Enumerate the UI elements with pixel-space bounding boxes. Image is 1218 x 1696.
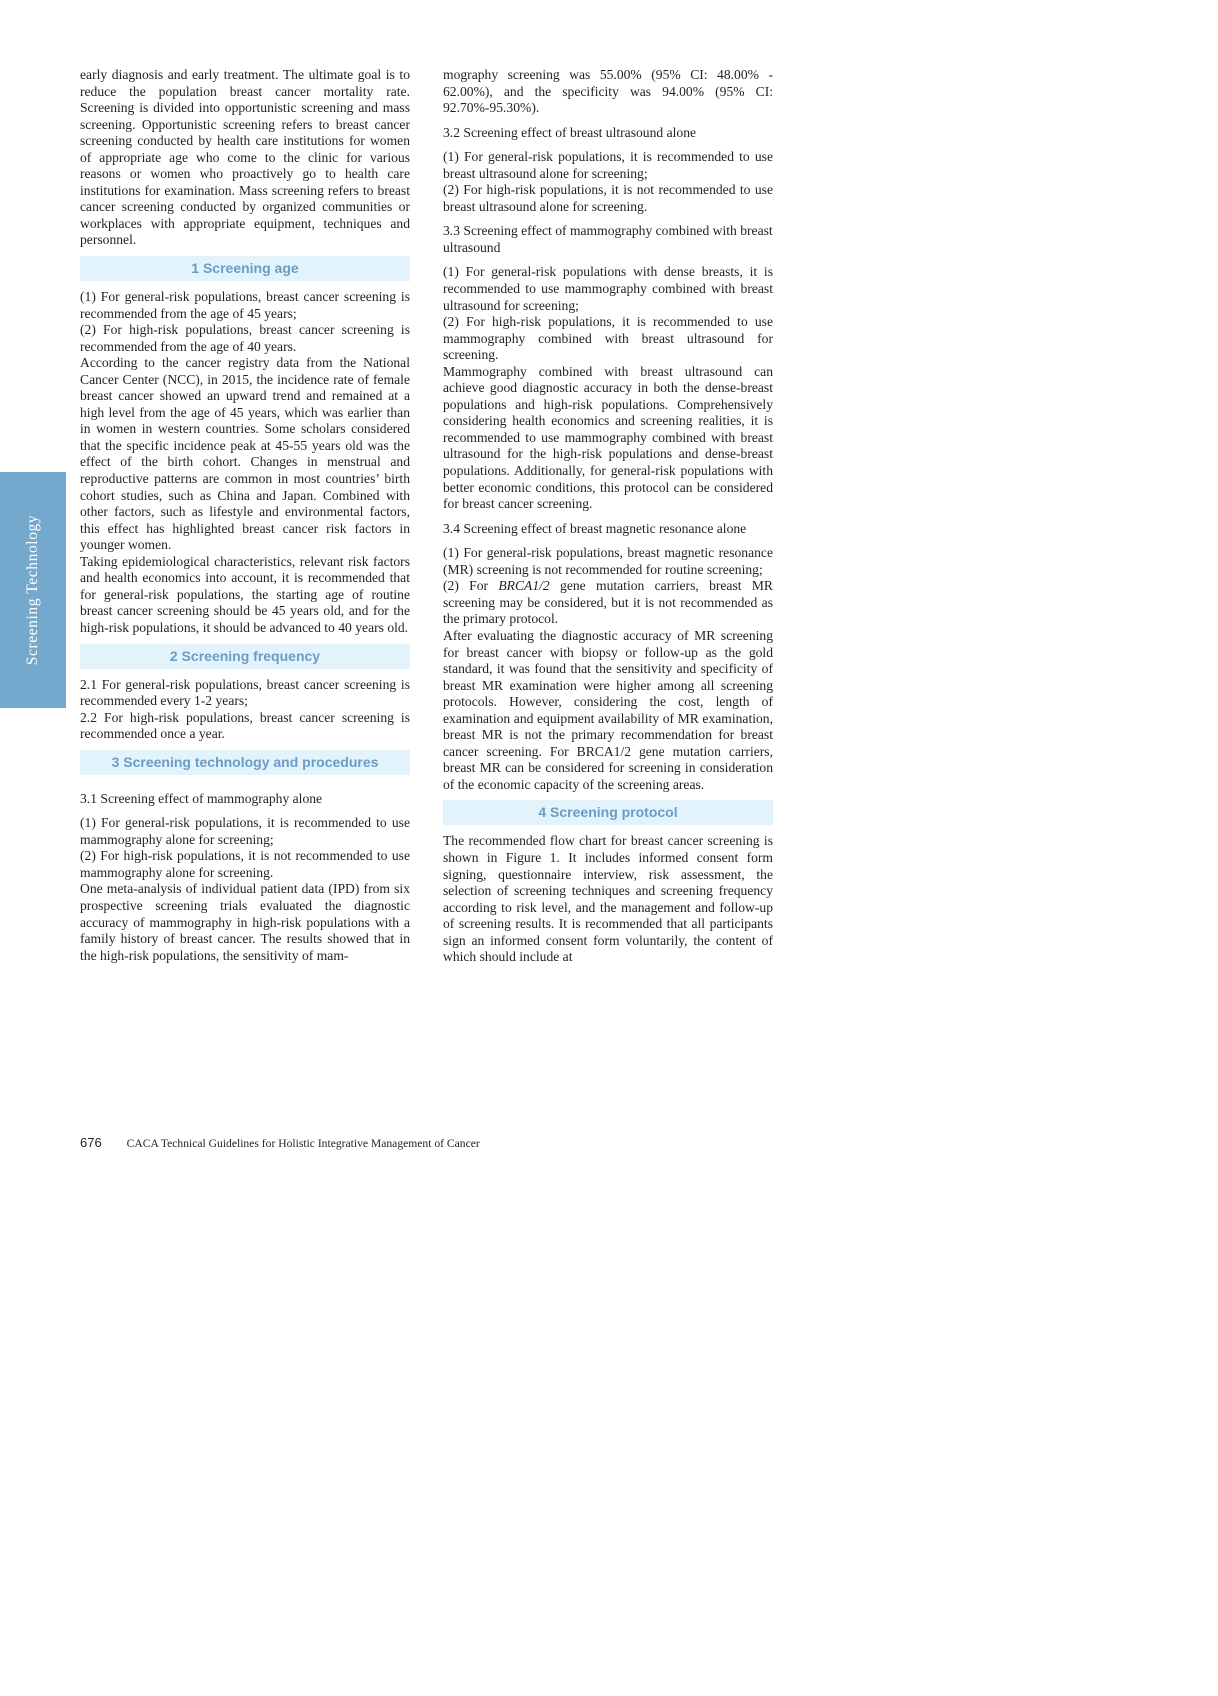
paragraph: [443, 578, 773, 628]
text-run: gene mutation carriers, breast MR screening may be considered, but it is not recommended as the primary protocol.: [443, 578, 773, 627]
paragraph: After evaluating the diagnostic accuracy of MR screening for breast cancer with biopsy or follow-up as the gold standard, it was found that the sensitivity and specificity of breast MR examination were higher among all screening protocols. However, considering the cost, length of examination and equipment availability of MR examination, breast MR is not the primary recommendation for breast cancer screening. For BRCA1/2 gene mutation carriers, breast MR can be considered for screening in consideration of the economic capacity of the screening areas.: [443, 627, 773, 792]
paragraph: Mammography combined with breast ultrasound can achieve good diagnostic accuracy in both the dense-breast populations and high-risk populations. Comprehensively considering health economics and screening realities, it is recommended to use mammography combined with breast ultrasound for the high-risk populations and dense-breast populations. Additionally, for general-risk populations with better economic conditions, this protocol can be considered for breast cancer screening.: [443, 363, 773, 512]
paragraph: The recommended flow chart for breast cancer screening is shown in Figure 1. It includes informed consent form signing, questionnaire interview, risk assessment, the selection of screening techniques and screening frequency according to risk level, and the management and follow-up of screening results. It is recommended that all participants sign an informed consent form voluntarily, the content of which should include at: [443, 833, 773, 965]
section-heading-screening-frequency: 2 Screening frequency: [80, 644, 410, 669]
subsection-heading: 3.1 Screening effect of mammography alone: [80, 790, 323, 806]
paragraph: mography screening was 55.00% (95% CI: 48.00% - 62.00%), and the specificity was 94.00% (95% CI: 92.70%-95.30%).: [443, 67, 773, 116]
paragraph: (2) For high-risk populations, breast cancer screening is recommended from the age of 40 years.: [80, 322, 410, 354]
paragraph: (2) For high-risk populations, it is not recommended to use breast ultrasound alone for screening.: [443, 182, 773, 214]
gene-name: BRCA1/2: [498, 578, 550, 594]
section-heading-screening-technology: 3 Screening technology and procedures: [80, 750, 410, 775]
paragraph: (1) For general-risk populations, it is recommended to use mammography alone for screening;: [80, 815, 410, 847]
paragraph: Taking epidemiological characteristics, relevant risk factors and health economics into account, it is recommended that for general-risk populations, the starting age of routine breast cancer screening should be 45 years old, and for the high-risk populations, it should be advanced to 40 years old.: [80, 553, 410, 635]
paragraph: (1) For general-risk populations, breast cancer screening is recommended from the age of 45 years;: [80, 289, 410, 321]
section-heading-screening-age: 1 Screening age: [80, 256, 410, 281]
page-footer: [80, 1135, 480, 1150]
text-run: (2) For: [443, 578, 499, 594]
paragraph: (1) For general-risk populations, it is recommended to use breast ultrasound alone for screening;: [443, 149, 773, 181]
paragraph: (1) For general-risk populations, breast magnetic resonance (MR) screening is not recommended for routine screening;: [443, 545, 773, 577]
paragraph: (1) For general-risk populations with dense breasts, it is recommended to use mammography combined with breast ultrasound for screening;: [443, 264, 773, 313]
side-tab-label: Screening Technology: [24, 514, 41, 666]
paragraph: (2) For high-risk populations, it is not recommended to use mammography alone for screening.: [80, 848, 410, 880]
subsection-heading: 3.4 Screening effect of breast magnetic resonance alone: [443, 520, 747, 536]
paragraph: (2) For high-risk populations, it is recommended to use mammography combined with breast ultrasound for screening.: [443, 314, 773, 363]
side-section-tab: [0, 472, 66, 708]
paragraph: According to the cancer registry data from the National Cancer Center (NCC), in 2015, the incidence rate of female breast cancer showed an upward trend and remained at a high level from the age of 45 years, which was earlier than in women in western countries. Some scholars considered that the specific incidence peak at 45-55 years old was the effect of the birth cohort. Changes in menstrual and reproductive patterns are common in most countries’ birth cohort studies, such as China and Japan. Combined with other factors, such as lifestyle and environmental factors, this effect has highlighted breast cancer risk factors in younger women.: [80, 355, 410, 553]
page-number: 676: [80, 1135, 102, 1150]
paragraph: One meta-analysis of individual patient data (IPD) from six prospective screening trials evaluated the diagnostic accuracy of mammography in high-risk populations with a family history of breast cancer. The results showed that in the high-risk populations, the sensitivity of mam-: [80, 881, 410, 963]
right-column: [443, 67, 773, 966]
paragraph: early diagnosis and early treatment. The ultimate goal is to reduce the population breast cancer mortality rate. Screening is divided into opportunistic screening and mass screening. Opportunistic screening refers to breast cancer screening conducted by health care institutions for women of appropriate age who come to the clinic for various reasons or women who proactively go to health care institutions for examination. Mass screening refers to breast cancer screening conducted by organized communities or workplaces with appropriate equipment, techniques and personnel.: [80, 67, 410, 248]
journal-title: CACA Technical Guidelines for Holistic Integrative Management of Cancer: [126, 1137, 480, 1150]
subsection-heading: 3.3 Screening effect of mammography combined with breast ultrasound: [443, 223, 773, 255]
section-heading-screening-protocol: 4 Screening protocol: [443, 800, 773, 825]
left-column: [80, 67, 410, 964]
paragraph: 2.1 For general-risk populations, breast cancer screening is recommended every 1-2 years;: [80, 676, 410, 709]
paragraph: 2.2 For high-risk populations, breast cancer screening is recommended once a year.: [80, 709, 410, 742]
subsection-heading: 3.2 Screening effect of breast ultrasound alone: [443, 124, 697, 140]
